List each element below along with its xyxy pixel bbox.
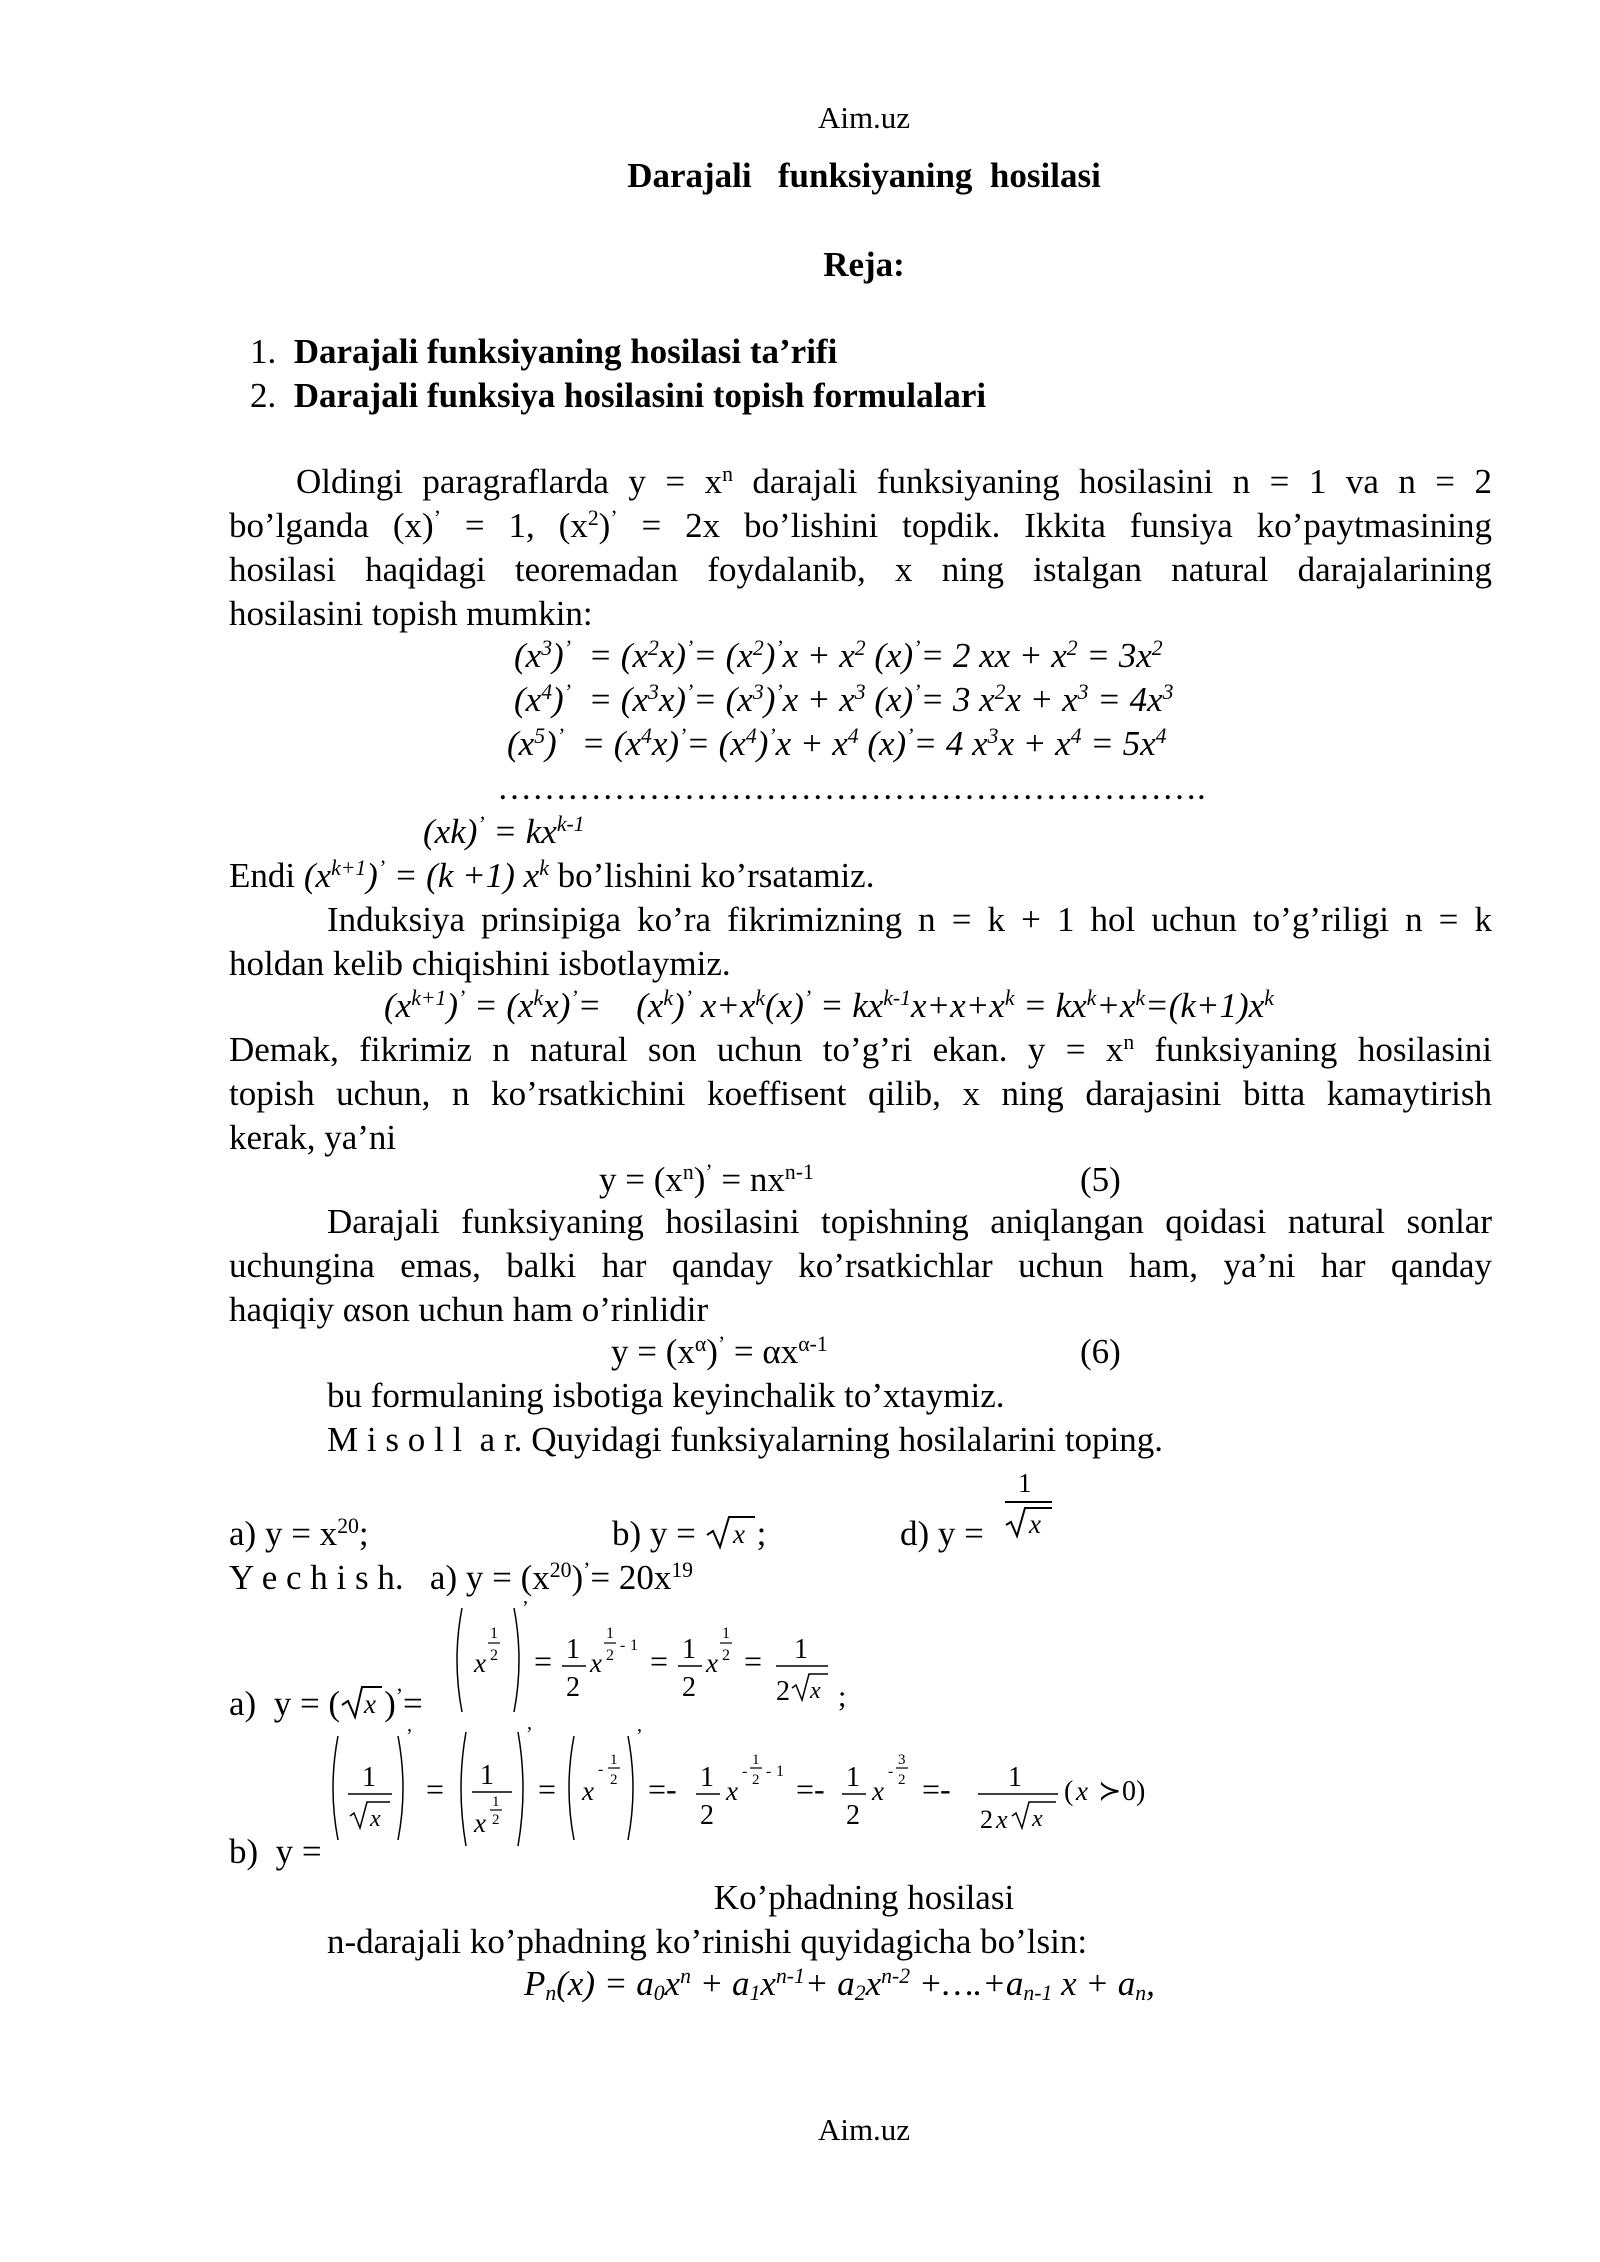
svg-text:=: = [744, 1643, 763, 1679]
solution-a-label: a) y = ( x )’= [229, 1684, 423, 1723]
svg-text:1: 1 [566, 1634, 580, 1665]
induction-line-1: Induksiya prinsipiga ko’ra fikrimizning n = k + 1 hol uchun to’g’riligi n = k [327, 900, 1492, 939]
svg-text:-: - [620, 1637, 626, 1654]
svg-text:x: x [364, 1689, 377, 1719]
svg-text:1: 1 [610, 1752, 618, 1768]
svg-text:=: = [534, 1643, 553, 1679]
svg-text:x: x [1032, 1806, 1043, 1832]
svg-text:2: 2 [610, 1772, 618, 1788]
proof-later-line: bu formulaning isbotiga keyinchalik to’xtaymiz. [327, 1376, 1005, 1415]
svg-text:x: x [872, 1776, 884, 1806]
svg-text:1: 1 [700, 1762, 714, 1793]
svg-text:2: 2 [980, 1805, 993, 1834]
intro-line-2: bo’lganda (x)’ = 1, $(x^2)^’ = 2x$ bo’lishini topdik. Ikkita funsiya ko’paytmasining [229, 506, 1492, 545]
demak-line-2: topish uchun, n ko’rsatkichini koeffisent qilib, x ning darajasini bitta kamaytirish [229, 1074, 1492, 1113]
formula-5: $y = (x^n)^’ = nx^{n-1}$ [599, 1160, 814, 1199]
svg-text:2: 2 [722, 1647, 730, 1664]
derivation-x4: $(x^4)^’ = (x^3x)^’= (x^3)^’x + x^3$ (x)’= 3 $x^2x + x^3 = 4x^3$ [514, 680, 1174, 719]
svg-text:;: ; [838, 1680, 847, 1713]
svg-text:x: x [474, 1648, 486, 1678]
svg-text:=: = [538, 1771, 557, 1807]
svg-text:x: x [582, 1776, 594, 1806]
example-a: a) $y = x^{20}$; [229, 1514, 369, 1553]
svg-text:x: x [996, 1805, 1008, 1834]
svg-text:2: 2 [776, 1676, 790, 1707]
svg-text:0): 0) [1122, 1776, 1146, 1807]
svg-text:1: 1 [846, 1762, 860, 1793]
svg-text:-: - [888, 1763, 894, 1780]
header-site: Aim.uz [817, 100, 911, 135]
intro-line-1: Oldingi paragraflarda $y = x^n$ darajali funksiyaning hosilasini n = 1 va n = 2 [296, 462, 1492, 501]
svg-text:’: ’ [406, 1725, 413, 1747]
general-formula: $(xk)^’ = kx^{k-1}$ [423, 812, 585, 851]
demak-line-3: kerak, ya’ni [229, 1118, 397, 1157]
induction-formula: $(x^{k+1})^’ = (x^kx)^’=$ $(x^k)^’$ $x+x^k(x)^’ = kx^{k-1}x+x+x^k = kx^k+x^k=(k+1)x^k$ [384, 986, 1274, 1025]
svg-text:2: 2 [846, 1800, 860, 1831]
svg-text:2: 2 [492, 1812, 500, 1828]
svg-text:2: 2 [752, 1772, 760, 1788]
svg-text:x: x [370, 1806, 381, 1832]
svg-text:1: 1 [1008, 1762, 1022, 1793]
svg-text:-: - [766, 1763, 772, 1780]
svg-text:’: ’ [522, 1597, 529, 1619]
svg-text:1: 1 [794, 1634, 808, 1665]
induction-line-2: holdan kelib chiqishini isbotlaymiz. [229, 944, 731, 983]
svg-text:x: x [1076, 1776, 1088, 1806]
svg-text:x: x [706, 1648, 718, 1678]
endi-line: Endi $(x^{k+1})^’ = (k +1)$ $x^k$ bo’lishini ko’rsatamiz. [229, 856, 875, 895]
demak-line-1: Demak, fikrimiz n natural son uchun to’g’ri ekan. $y = x^n$ funksiyaning hosilasini [229, 1030, 1492, 1069]
svg-text:2: 2 [606, 1647, 614, 1664]
footer-site: Aim.uz [817, 2112, 911, 2147]
svg-text:1: 1 [490, 1625, 498, 1642]
svg-text:1: 1 [606, 1625, 614, 1642]
svg-text:=-: =- [796, 1771, 825, 1807]
svg-text:1: 1 [492, 1794, 500, 1810]
svg-text:=-: =- [648, 1771, 677, 1807]
general-rule-line-1: Darajali funksiyaning hosilasini topishning aniqlangan qoidasi natural sonlar [327, 1202, 1492, 1241]
svg-text:-: - [742, 1763, 748, 1780]
continuation-dots: ……………………………………………………. [497, 768, 1206, 807]
sqrt-x-glyph [340, 1683, 384, 1721]
general-rule-line-2: uchungina emas, balki har qanday ko’rsatkichlar uchun ham, ya’ni har qanday [229, 1246, 1492, 1285]
solution-b-label: b) y = [229, 1832, 322, 1871]
svg-text:’: ’ [636, 1725, 643, 1747]
formula-6-number: (6) [1080, 1332, 1121, 1371]
solution-b-formula [328, 1723, 1188, 1858]
svg-text:≻: ≻ [1098, 1776, 1122, 1807]
derivation-x3: $(x^3)^’ = (x^2x)^’= (x^2)^’x + x^2$ (x)’= 2 xx + $x^2 = 3x^2$ [514, 636, 1163, 675]
svg-text:2: 2 [682, 1672, 696, 1703]
derivation-x5: $(x^5)^’ = (x^4x)^’= (x^4)^’x + x^4$ (x)’= 4 $x^3x + x^4 = 5x^4$ [507, 724, 1167, 763]
svg-text:x: x [474, 1808, 486, 1838]
polynomial-formula: $P_n(x) = a_0x^n + a_1x^{n-1}+ a_2x^{n-2}$ $+\dots.+a_{n-1}$ $x + a_n$, [524, 1964, 1155, 2006]
polynomial-heading: Ko’phadning hosilasi [713, 1878, 1015, 1917]
intro-line-3: hosilasi haqidagi teoremadan foydalanib, x ning istalgan natural darajalarining [229, 550, 1492, 589]
solution-a-formula [452, 1597, 872, 1730]
svg-text:x: x [732, 1519, 745, 1549]
svg-text:=: = [650, 1643, 669, 1679]
svg-text:1: 1 [480, 1760, 494, 1791]
sqrt-x-glyph [705, 1513, 757, 1551]
svg-text:x: x [726, 1776, 738, 1806]
plan-heading: Reja: [823, 245, 905, 284]
svg-text:x: x [810, 1678, 821, 1704]
svg-text:1: 1 [682, 1634, 696, 1665]
svg-text:2: 2 [566, 1672, 580, 1703]
polynomial-intro: n-darajali ko’phadning ko’rinishi quyidagicha bo’lsin: [327, 1922, 1088, 1961]
svg-text:=: = [426, 1771, 445, 1807]
page-title: Darajali funksiyaning hosilasi [627, 156, 1101, 195]
formula-6: $y = (x^\alpha)^’ = \alpha x^{\alpha-1}$ [611, 1332, 828, 1371]
intro-line-4: hosilasini topish mumkin: [229, 594, 593, 633]
svg-text:1: 1 [630, 1637, 638, 1654]
svg-text:2: 2 [700, 1800, 714, 1831]
svg-text:2: 2 [490, 1647, 498, 1664]
svg-text:=-: =- [922, 1771, 951, 1807]
svg-text:3: 3 [898, 1752, 906, 1768]
example-d: d) y = [900, 1514, 984, 1553]
misol-line: M i s o l l a r. Quyidagi funksiyalarning hosilalarini toping. [327, 1420, 1164, 1459]
svg-text:x: x [1029, 1509, 1041, 1539]
example-d-fraction [1000, 1462, 1060, 1552]
plan-item-1: 1. Darajali funksiyaning hosilasi ta’rifi [250, 332, 838, 371]
svg-text:2: 2 [898, 1772, 906, 1788]
svg-text:x: x [590, 1648, 602, 1678]
svg-text:-: - [598, 1761, 604, 1778]
example-b: b) y = x ; [612, 1514, 767, 1553]
svg-text:’: ’ [526, 1723, 533, 1745]
formula-5-number: (5) [1080, 1160, 1121, 1199]
plan-item-2: 2. Darajali funksiya hosilasini topish formulalari [250, 376, 987, 415]
svg-text:1: 1 [362, 1762, 376, 1793]
svg-text:1: 1 [722, 1625, 730, 1642]
yechish-line: Y e c h i s h. a) $y = (x^{20})^’= 20x^{19}$ [229, 1558, 694, 1597]
svg-text:1: 1 [1018, 1468, 1032, 1498]
svg-text:(: ( [1064, 1776, 1074, 1807]
general-rule-line-3: haqiqiy αson uchun ham o’rinlidir [229, 1290, 709, 1329]
svg-text:1: 1 [776, 1763, 784, 1780]
svg-text:1: 1 [752, 1752, 760, 1768]
